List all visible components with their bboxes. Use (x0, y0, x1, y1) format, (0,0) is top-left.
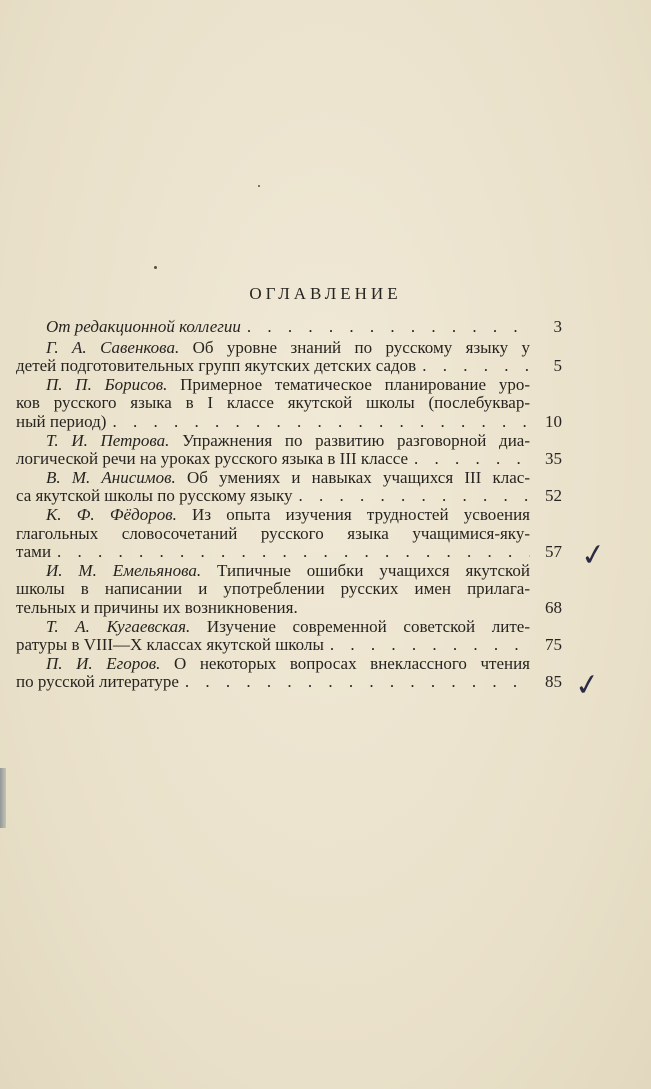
dot-leader (299, 487, 531, 506)
entry-title: Об уровне знаний по русскому языку у (192, 337, 530, 357)
page-number: 3 (553, 317, 562, 336)
toc-line (16, 562, 530, 581)
entry-author: И. М. Емельянова. (46, 560, 202, 580)
toc-line (16, 432, 530, 451)
entry-title: детей подготовительных групп якутских детских садов (16, 356, 417, 376)
entry-title: тами (16, 542, 52, 562)
dot-leader (414, 450, 530, 469)
toc-line (16, 339, 530, 358)
ink-speck (154, 266, 157, 269)
page-number: 52 (545, 486, 562, 506)
checkmark-icon: ✓ (572, 666, 603, 705)
toc-entry (16, 562, 576, 618)
toc-entry (16, 432, 576, 469)
toc-heading: ОГЛАВЛЕНИЕ (249, 284, 402, 303)
entry-title: ратуры в VIII—X классах якутской школы (16, 635, 324, 655)
entry-author: Т. И. Петрова. (46, 430, 170, 450)
toc-line (16, 673, 530, 692)
entry-author: П. И. Егоров. (46, 653, 161, 673)
page-number: 57 (545, 542, 562, 562)
toc-entry (16, 339, 576, 376)
entry-title: Типичные ошибки учащихся якутской (217, 560, 530, 580)
entry-title: логической речи на уроках русского языка в III классе (16, 449, 409, 469)
toc-line (16, 357, 530, 376)
toc-line (16, 525, 530, 544)
toc-line (16, 580, 530, 599)
entry-author: В. М. Анисимов. (46, 467, 176, 487)
toc-entry (16, 318, 576, 337)
entry-title: О некоторых вопросах внеклассного чтения (173, 653, 531, 673)
entry-title: ков русского языка в I классе якутской школы (послебуквар- (16, 393, 530, 413)
toc-line (16, 636, 530, 655)
toc-line (16, 506, 530, 525)
toc-line (16, 487, 530, 506)
toc-line (16, 599, 530, 618)
page-number: 10 (545, 411, 562, 431)
entry-title: школы в написании и употреблении русских имен прилага- (16, 579, 530, 599)
dot-leader (247, 318, 530, 337)
entry-author: К. Ф. Фёдоров. (46, 504, 177, 524)
entry-author: Т. А. Кугаевская. (46, 616, 191, 636)
toc-entry (16, 653, 603, 705)
dot-leader (330, 636, 530, 655)
entry-title: Из опыта изучения трудностей усвоения (192, 504, 530, 524)
toc-line (16, 394, 530, 413)
toc-line (16, 318, 530, 337)
entry-title: глагольных словосочетаний русского языка учащимися-яку- (16, 523, 530, 543)
entry-title: тельных и причины их возникновения. (16, 597, 298, 617)
page-edge-mark (0, 768, 6, 828)
toc-line (16, 469, 530, 488)
entry-title: Изучение современной советской лите- (206, 616, 530, 636)
toc-entry (16, 469, 576, 506)
entry-title: От редакционной коллегии (46, 317, 241, 336)
dot-leader (422, 357, 530, 376)
toc-entry (16, 376, 576, 432)
toc-line (16, 543, 530, 562)
toc-line (16, 450, 530, 469)
dot-leader (112, 413, 530, 432)
toc-line (16, 618, 530, 637)
entry-title: Примерное тематическое планирование уро- (180, 374, 530, 394)
page-number: 85 (545, 672, 562, 692)
page-number: 5 (553, 356, 562, 376)
checkmark-icon: ✓ (578, 536, 609, 575)
entry-title: ный период) (16, 411, 107, 431)
entry-author: Г. А. Савенкова. (46, 337, 180, 357)
dot-leader (57, 543, 530, 562)
dot-leader (185, 673, 530, 692)
toc-line (16, 413, 530, 432)
page-number: 35 (545, 449, 562, 469)
entry-author: П. П. Борисов. (46, 374, 168, 394)
entry-title: са якутской школы по русскому языку (16, 486, 293, 506)
entry-title: Об умениях и навыках учащихся III клас- (186, 467, 531, 487)
page-number: 75 (545, 635, 562, 655)
ink-speck (258, 185, 260, 187)
table-of-contents (16, 317, 609, 705)
toc-entry (16, 618, 576, 655)
toc-line (16, 376, 530, 395)
page-number: 68 (545, 597, 562, 617)
toc-line (16, 655, 530, 674)
entry-title: по русской литературе (16, 672, 179, 692)
entry-title: Упражнения по развитию разговорной диа- (182, 430, 531, 450)
